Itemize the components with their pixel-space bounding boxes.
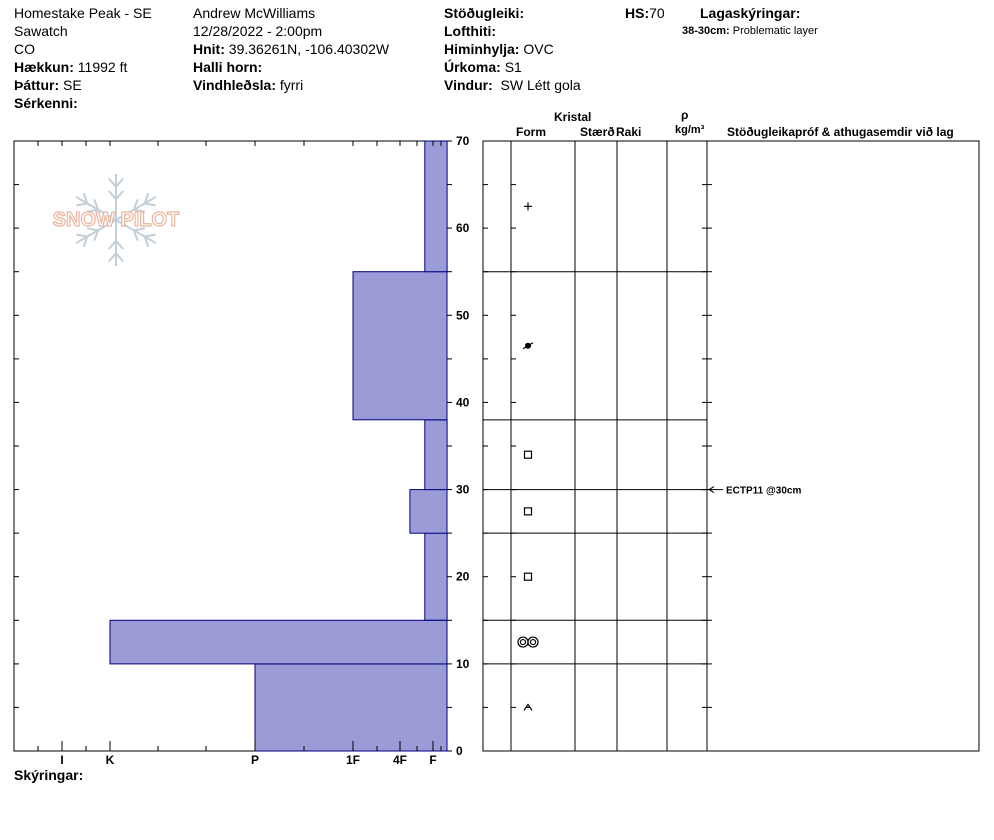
slope-label: Halli horn: bbox=[193, 59, 263, 75]
wind-value: SW Létt gola bbox=[500, 77, 581, 93]
melt-form-icon bbox=[518, 637, 538, 647]
layer-notes-label: Lagaskýringar: bbox=[700, 5, 801, 21]
mountain-range: Sawatch bbox=[14, 23, 68, 39]
hardness-bar bbox=[410, 490, 447, 534]
elevation-value: 11992 ft bbox=[77, 59, 128, 75]
x-tick-label: I bbox=[60, 753, 64, 767]
layer-note-text: Problematic layer bbox=[732, 25, 818, 37]
y-tick-label: 10 bbox=[456, 656, 470, 671]
stability-label: Stöðugleiki: bbox=[444, 5, 525, 21]
hs-value: 70 bbox=[649, 5, 665, 21]
precip-label: Úrkoma: bbox=[444, 59, 501, 75]
col-rho: ρ bbox=[681, 108, 689, 122]
coords-label: Hnit: bbox=[193, 41, 225, 57]
aspect-label: Þáttur: bbox=[14, 77, 60, 93]
y-tick-label: 50 bbox=[456, 308, 470, 323]
table-frame bbox=[483, 141, 979, 751]
location-name: Homestake Peak - SE bbox=[14, 5, 152, 21]
col-size: Stærð bbox=[580, 125, 615, 139]
faceted-icon bbox=[525, 573, 532, 580]
x-tick-label: P bbox=[250, 753, 260, 767]
col-crystal: Kristal bbox=[554, 110, 592, 124]
windload-value: fyrri bbox=[279, 77, 304, 93]
hardness-bar bbox=[353, 272, 447, 420]
observer-name: Andrew McWilliams bbox=[193, 5, 316, 21]
features-label: Sérkenni: bbox=[14, 95, 78, 111]
col-comments: Stöðugleikapróf & athugasemdir við lag bbox=[727, 125, 954, 139]
hardness-bar bbox=[425, 141, 447, 272]
layer-table bbox=[483, 141, 979, 751]
x-tick-label: F bbox=[429, 753, 437, 767]
wind-label: Vindur: bbox=[444, 77, 493, 93]
elevation-label: Hækkun: bbox=[14, 59, 74, 75]
y-tick-label: 20 bbox=[456, 569, 470, 584]
test-arrow bbox=[709, 487, 723, 493]
airtemp-label: Lofthiti: bbox=[444, 23, 497, 39]
observation-datetime: 12/28/2022 - 2:00pm bbox=[193, 23, 323, 39]
logo-text: SNOW PILOT bbox=[52, 209, 180, 231]
y-tick-label: 30 bbox=[456, 482, 470, 497]
layer-note-range: 38-30cm: bbox=[682, 25, 730, 37]
depth-hoar-icon bbox=[524, 704, 532, 710]
hardness-bar bbox=[425, 533, 447, 620]
y-tick-label: 40 bbox=[456, 395, 470, 410]
faceted-icon bbox=[525, 451, 532, 458]
hardness-bar bbox=[425, 420, 447, 490]
col-density-unit: kg/m³ bbox=[675, 124, 705, 136]
aspect-value: SE bbox=[63, 77, 82, 93]
y-tick-label: 0 bbox=[456, 744, 463, 758]
hs-label: HS: bbox=[625, 5, 650, 21]
hardness-bar bbox=[110, 620, 447, 664]
windload-label: Vindhleðsla: bbox=[193, 77, 276, 93]
snowpilot-logo bbox=[53, 174, 180, 266]
state: CO bbox=[14, 41, 35, 57]
hardness-bar bbox=[255, 664, 447, 751]
decomposed-icon bbox=[523, 343, 533, 349]
x-tick-label: K bbox=[105, 753, 115, 767]
sky-value: OVC bbox=[523, 41, 554, 57]
faceted-icon bbox=[525, 508, 532, 515]
y-tick-label: 70 bbox=[456, 134, 470, 148]
x-tick-label: 1F bbox=[345, 753, 361, 767]
y-tick-label: 60 bbox=[456, 221, 470, 236]
col-moisture: Raki bbox=[616, 125, 642, 139]
new-snow-icon bbox=[524, 202, 532, 210]
coords-value: 39.36261N, -106.40302W bbox=[228, 41, 390, 57]
precip-value: S1 bbox=[504, 59, 522, 75]
notes-label: Skýringar: bbox=[14, 767, 84, 783]
x-tick-label: 4F bbox=[392, 753, 408, 767]
stability-test-label: ECTP11 @30cm bbox=[726, 485, 802, 497]
col-form: Form bbox=[516, 125, 546, 139]
sky-label: Himinhylja: bbox=[444, 41, 520, 57]
